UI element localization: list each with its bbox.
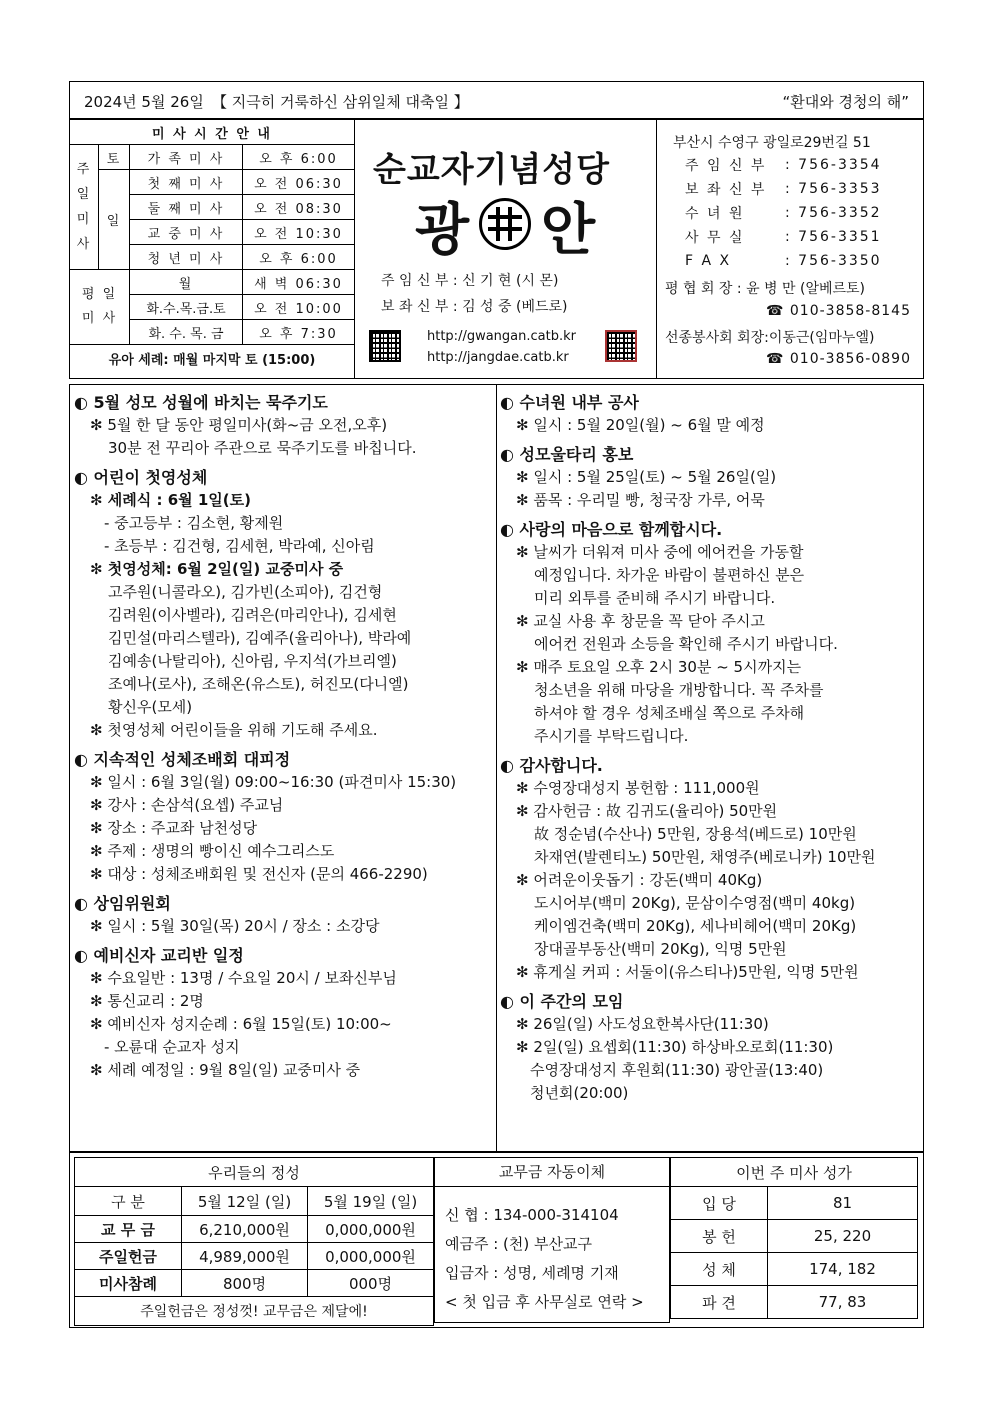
notice-line: - 오륜대 순교자 성지 [104,1038,240,1056]
contact-value: : 756-3351 [785,229,882,245]
website-link-2[interactable]: http://jangdae.catb.kr [427,350,569,365]
notice-line: 조예나(로사), 조해온(유스토), 허진모(다니엘) [108,675,409,693]
funeral-service-phone: ☎ 010-3856-0890 [766,351,911,367]
contact-value: : 756-3352 [785,205,882,221]
offerings-footer: 주일헌금은 정성껏! 교무금은 제달에! [75,1297,434,1326]
saturday-label: 토 [99,145,130,170]
hymns-table [670,1157,918,1319]
notice-line: ✻ 수영장대성지 봉헌함 : 111,000원 [516,779,760,797]
hymn-number: 174, 182 [768,1253,918,1286]
notice-line: ✻ 장소 : 주교좌 남천성당 [90,819,258,837]
title-right: 안 [541,197,596,263]
hymn-label: 성 체 [671,1253,768,1286]
mass-name: 가 족 미 사 [130,145,243,170]
contact-label: 주 임 신 부 [685,158,767,174]
notice-line: 30분 전 꾸리아 주관으로 묵주기도를 바칩니다. [108,439,417,457]
transfer-line: 신 협 : 134-000-314104 [445,1206,619,1224]
offerings-value: 4,989,000원 [182,1243,308,1270]
mass-time: 오 전 06:30 [243,170,355,195]
masthead-panel [355,119,656,379]
contact-value: : 756-3354 [785,157,882,173]
phone-table [685,153,882,273]
section-heading: ◐ 지속적인 성체조배회 대피정 [74,750,291,769]
notice-line: 에어컨 전원과 소등을 확인해 주시기 바랍니다. [534,635,838,653]
offerings-value: 0,000,000원 [308,1243,434,1270]
mass-name: 청 년 미 사 [130,245,243,270]
offerings-value: 800명 [182,1270,308,1297]
contact-label: 보 좌 신 부 [685,182,767,198]
notice-line: 청소년을 위해 마당을 개방합니다. 꼭 주차를 [534,681,824,699]
notice-line: ✻ 일시 : 5월 20일(월) ~ 6월 말 예정 [516,416,765,434]
notice-line: 예정입니다. 차가운 바람이 불편하신 분은 [534,566,805,584]
section-heading: ◐ 5월 성모 성월에 바치는 묵주기도 [74,393,328,412]
offerings-col-header: 5월 19일 (일) [308,1187,434,1216]
mass-time: 오 후 6:00 [243,145,355,170]
mass-times-title: 미 사 시 간 안 내 [70,120,354,145]
notice-line: 김려원(이사벨라), 김려은(마리안나), 김세현 [108,606,397,624]
section-heading: ◐ 예비신자 교리반 일정 [74,946,244,965]
pastor-line: 주 임 신 부 : 신 기 현 (시 몬) [381,273,559,289]
issue-date: 2024년 5월 26일 [84,93,204,111]
notice-line: 청년회(20:00) [530,1084,629,1102]
feast-title: 【 지극히 거룩하신 삼위일체 대축일 】 [212,93,469,111]
offerings-col-header: 5월 12일 (일) [182,1187,308,1216]
transfer-box [434,1157,670,1323]
notice-line: ✻ 품목 : 우리밀 빵, 청국장 가루, 어묵 [516,491,765,509]
notice-line: 미리 외투를 준비해 주시기 바랍니다. [534,589,776,607]
notice-line: 주시기를 부탁드립니다. [534,727,689,745]
notice-line: 김민설(마리스텔라), 김예주(율리아나), 박라예 [108,629,412,647]
offerings-table [74,1157,434,1326]
mass-name: 첫 째 미 사 [130,170,243,195]
mass-time: 오 전 10:00 [243,295,355,320]
notice-line: 황신우(모세) [108,698,193,716]
section-heading: ◐ 상임위원회 [74,894,171,913]
notice-line: ✻ 일시 : 5월 30일(목) 20시 / 장소 : 소강당 [90,917,380,935]
contact-label: F A X [685,253,732,269]
offerings-row-label: 미사참례 [75,1270,182,1297]
right-column [500,385,922,1105]
notice-line: 장대골부동산(백미 20Kg), 익명 5만원 [534,940,787,958]
mass-times-table [70,120,354,371]
mass-time: 오 후 7:30 [243,320,355,345]
infant-baptism-note: 유아 세례: 매월 마지막 토 (15:00) [70,345,354,372]
notice-line: ✻ 수요일반 : 13명 / 수요일 20시 / 보좌신부님 [90,969,397,987]
notice-line: ✻ 강사 : 손삼석(요셉) 주교님 [90,796,284,814]
offerings-value: 0,000,000원 [308,1216,434,1243]
notice-line: ✻ 예비신자 성지순례 : 6월 15일(토) 10:00~ [90,1015,392,1033]
notice-line: 故 정순념(수산나) 5만원, 장용석(베드로) 10만원 [534,825,857,843]
offerings-col-header: 구 분 [75,1187,182,1216]
transfer-title: 교무금 자동이체 [435,1158,669,1187]
notice-line: 하셔야 할 경우 성체조배실 쪽으로 주차해 [534,704,805,722]
section-heading: ◐ 이 주간의 모임 [500,992,624,1011]
transfer-line: 입금자 : 성명, 세례명 기재 [445,1264,619,1282]
section-heading: ◐ 수녀원 내부 공사 [500,393,639,412]
notice-line: ✻ 5월 한 달 동안 평일미사(화~금 오전,오후) [90,416,388,434]
contact-label: 수 녀 원 [685,206,745,222]
notice-line: ✻ 어려운이웃돕기 : 강돈(백미 40Kg) [516,871,763,889]
hymn-label: 입 당 [671,1187,768,1220]
notice-line: ✻ 세례식 : 6월 1일(토) [90,491,251,509]
notice-line: 케이엠건축(백미 20Kg), 세나비헤어(백미 20Kg) [534,917,857,935]
notice-line: ✻ 휴게실 커피 : 서둘이(유스티나)5만원, 익명 5만원 [516,963,859,981]
section-heading: ◐ 사랑의 마음으로 함께합시다. [500,520,723,539]
hymn-number: 81 [768,1187,918,1220]
hymns-title: 이번 주 미사 성가 [671,1158,918,1187]
header-bar [69,81,924,119]
notice-line: ✻ 일시 : 6월 3일(월) 09:00~16:30 (파견미사 15:30) [90,773,457,791]
qr-code-icon[interactable] [369,330,401,362]
qr-code-icon[interactable] [605,330,637,362]
funeral-service-president: 선종봉사회 회장:이동근(임마누엘) [665,330,875,346]
church-name: 순교자기념성당 [373,150,610,190]
notice-line: 김예송(나탈리아), 신아림, 우지석(가브리엘) [108,652,397,670]
notice-line: 고주원(니콜라오), 김가빈(소피아), 김건형 [108,583,383,601]
hymn-label: 파 견 [671,1286,768,1319]
notice-line: - 중고등부 : 김소현, 황제원 [104,514,284,532]
mass-name: 월 [130,270,243,295]
council-phone: ☎ 010-3858-8145 [766,303,911,319]
notice-line: ✻ 26일(일) 사도성요한복사단(11:30) [516,1015,769,1033]
council-president: 평 협 회 장 : 윤 병 만 (알베르토) [665,281,866,297]
section-heading: ◐ 감사합니다. [500,756,603,775]
left-column [74,385,494,1082]
mass-time: 새 벽 06:30 [243,270,355,295]
mass-times-panel [69,119,355,379]
parish-emblem-icon [479,198,531,250]
section-heading: ◐ 성모울타리 홍보 [500,445,634,464]
mass-time: 오 전 10:30 [243,220,355,245]
mass-time: 오 후 6:00 [243,245,355,270]
notice-line: ✻ 날씨가 더워져 미사 중에 에어컨을 가동할 [516,543,804,561]
notice-line: 도시어부(백미 20Kg), 문삼이수영점(백미 40kg) [534,894,856,912]
notices-panel [69,384,924,1152]
mass-name: 화. 수. 목. 금 [130,320,243,345]
notice-line: ✻ 교실 사용 후 창문을 꼭 닫아 주시고 [516,612,765,630]
notice-line: ✻ 주제 : 생명의 빵이신 예수그리스도 [90,842,335,860]
weekday-mass-label: 평 일 미 사 [70,270,130,345]
notice-line: ✻ 통신교리 : 2명 [90,992,204,1010]
offerings-title: 우리들의 정성 [75,1158,434,1187]
contact-value: : 756-3353 [785,181,882,197]
transfer-line: < 첫 입금 후 사무실로 연락 > [445,1293,644,1311]
mass-time: 오 전 08:30 [243,195,355,220]
contact-label: 사 무 실 [685,230,745,246]
contact-value: : 756-3350 [785,253,882,269]
notice-line: ✻ 첫영성체 어린이들을 위해 기도해 주세요. [90,721,378,739]
offerings-row-label: 교 무 금 [75,1216,182,1243]
notice-line: 수영장대성지 후원회(11:30) 광안골(13:40) [530,1061,824,1079]
offerings-row-label: 주일헌금 [75,1243,182,1270]
contact-panel [656,119,924,379]
offerings-value: 000명 [308,1270,434,1297]
sunday-label: 일 [99,170,130,270]
hymn-number: 77, 83 [768,1286,918,1319]
notice-line: 차재연(발렌티노) 50만원, 채영주(베로니카) 10만원 [534,848,876,866]
assistant-line: 보 좌 신 부 : 김 성 중 (베드로) [381,299,568,315]
website-link-1[interactable]: http://gwangan.catb.kr [427,329,576,344]
notice-line: ✻ 일시 : 5월 25일(토) ~ 5월 26일(일) [516,468,777,486]
sunday-mass-label: 주 일 미 사 [70,145,99,270]
notice-line: ✻ 대상 : 성체조배회원 및 전신자 (문의 466-2290) [90,865,428,883]
offerings-value: 6,210,000원 [182,1216,308,1243]
notice-line: ✻ 2일(일) 요셉회(11:30) 하상바오로회(11:30) [516,1038,834,1056]
column-divider [496,385,497,1151]
notice-line: ✻ 감사헌금 : 故 김귀도(율리아) 50만원 [516,802,778,820]
mass-name: 화.수.목.금.토 [130,295,243,320]
mass-name: 교 중 미 사 [130,220,243,245]
year-motto: “환대와 경청의 해” [782,93,909,111]
title-left: 광 [415,197,470,263]
hymn-label: 봉 헌 [671,1220,768,1253]
mass-name: 둘 째 미 사 [130,195,243,220]
transfer-line: 예금주 : (천) 부산교구 [445,1235,592,1253]
hymn-number: 25, 220 [768,1220,918,1253]
notice-line: - 초등부 : 김건형, 김세현, 박라예, 신아림 [104,537,375,555]
notice-line: ✻ 매주 토요일 오후 2시 30분 ~ 5시까지는 [516,658,802,676]
address: 부산시 수영구 광일로29번길 51 [673,135,871,151]
notice-line: ✻ 세례 예정일 : 9월 8일(일) 교중미사 중 [90,1061,361,1079]
section-heading: ◐ 어린이 첫영성체 [74,468,208,487]
notice-line: ✻ 첫영성체: 6월 2일(일) 교중미사 중 [90,560,344,578]
